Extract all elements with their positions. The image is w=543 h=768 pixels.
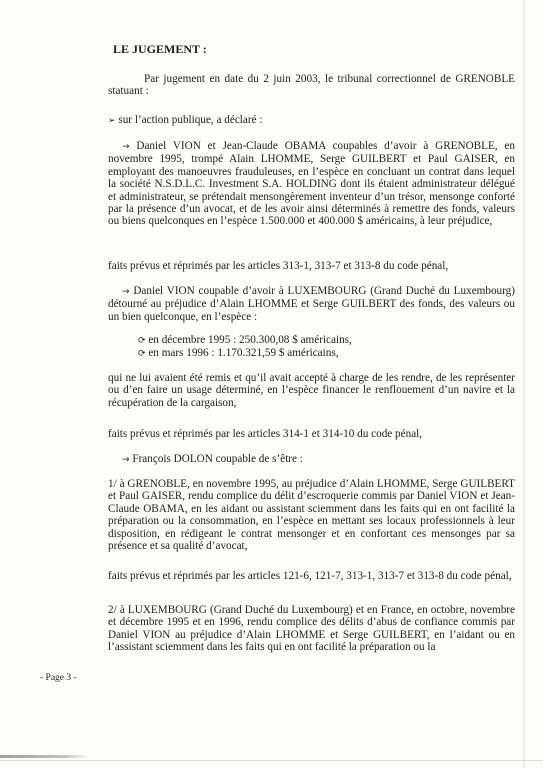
arrow-icon: → [122,287,130,297]
scan-edge-shadow [523,0,525,768]
intro-paragraph [108,73,515,98]
circle-arrow-icon: ⟳ [138,349,146,359]
paragraph-item-1: 1/ à GRENOBLE, en novembre 1995, au préjudice d’Alain LHOMME, Serge GUILBERT et Paul GAISER, rendu complice du délit d’escroquerie commis par Daniel VION et Jean-Claude OBAMA, en les aidant ou assistant sciemment dans les faits qui en ont facilité la préparation ou la consommation, en l’espèce en mettant ses locaux professionnels à leur disposition, en rédigeant le contrat mensonger et en confortant ces mensonges par sa présence et sa qualité d’avocat, [108,478,515,553]
amount-line-1 [138,334,543,347]
amount-2-text: en mars 1996 : 1.170.321,59 $ américains, [148,347,339,359]
action-publique-line [108,114,515,127]
paragraph-item-2: 2/ à LUXEMBOURG (Grand Duché du Luxembourg) et en France, en octobre, novembre et décembre 1995 et en 1996, rendu complice des délits d’abus de confiance commis par Daniel VION au préjudice d’Alain LHOMME et Serge GUILBERT, en l’aidant ou en l’assistant sciemment dans les faits qui en ont facilité la préparation ou la [108,604,515,654]
amount-1-text: en décembre 1995 : 250.300,08 $ américains, [148,334,352,346]
arrow-icon: → [122,142,130,152]
dolon-line [108,453,515,466]
intro-text: Par jugement en date du 2 juin 2003, le tribunal correctionnel de GRENOBLE statuant : [108,73,515,98]
paragraph-vion-luxembourg [108,285,515,323]
paragraph-remis: qui ne lui avaient été remis et qu’il avait accepté à charge de les rendre, de les représenter ou d’en faire un usage déterminé, en l’espèce financer le renflouement d’un navire et la récupération de la cargaison, [108,372,515,409]
arrowhead-icon: ➢ [108,116,116,126]
page-number: - Page 3 - [40,673,77,683]
paragraph-vion-luxembourg-text: Daniel VION coupable d’avoir à LUXEMBOURG (Grand Duché du Luxembourg) détourné au préjudice d’Alain LHOMME et Serge GUILBERT des fonds, des valeurs ou un bien quelconque, en l’espèce : [108,285,515,323]
scan-bottom-edge [0,760,543,761]
circle-arrow-icon: ⟳ [138,336,146,346]
paragraph-vion-obama [108,140,515,228]
scan-artifact [0,755,90,758]
amount-line-2 [138,347,543,360]
dolon-text: François DOLON coupable de s’être : [132,453,303,465]
faits-line-3: faits prévus et réprimés par les articles 121-6, 121-7, 313-1, 313-7 et 313-8 du code pénal, [108,570,512,582]
faits-line-1: faits prévus et réprimés par les articles 313-1, 313-7 et 313-8 du code pénal, [108,260,449,272]
arrow-icon: → [122,455,130,465]
paragraph-vion-obama-text: Daniel VION et Jean-Claude OBAMA coupables d’avoir à GRENOBLE, en novembre 1995, trompé Alain LHOMME, Serge GUILBERT et Paul GAISER, en employant des manoeuvres frauduleuses, en l’espèce en concluant un contrat dans lequel la société N.S.D.L.C. Investment S.A. HOLDING dont ils étaient administrateur délégué et administrateur, se prétendait mensongèrement inventeur d’un trésor, mensonge conforté par la présence d’un avocat, et de les avoir ainsi déterminés à remettre des fonds, valeurs ou biens quelconques en l’espèce 1.500.000 et 400.000 $ américains, à leur préjudice, [108,140,515,228]
faits-line-2: faits prévus et réprimés par les articles 314-1 et 314-10 du code pénal, [108,428,423,440]
action-publique-text: sur l’action publique, a déclaré : [118,114,263,126]
section-heading: LE JUGEMENT : [113,42,207,56]
